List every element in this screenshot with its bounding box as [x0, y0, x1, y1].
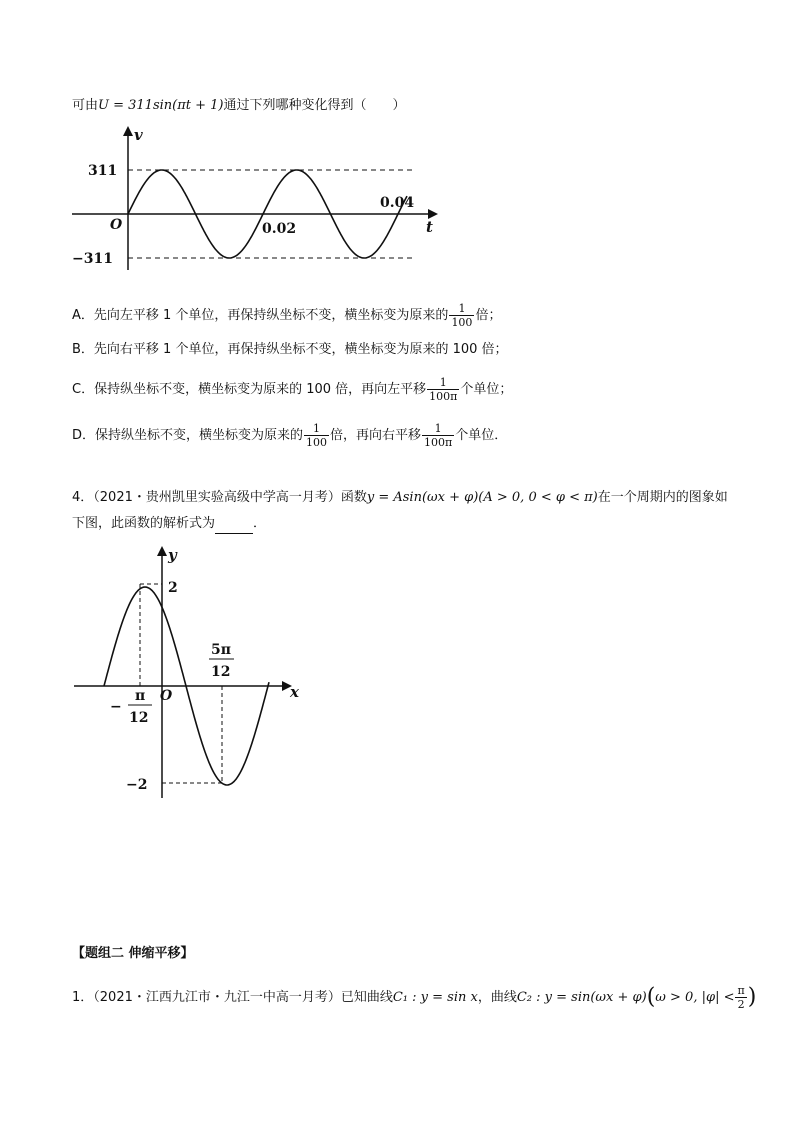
q4-line2: [72, 514, 266, 534]
fig2-min-label: −2: [126, 777, 148, 793]
fig1-y-label: v: [134, 126, 143, 144]
fig1-y-arrow: [123, 126, 133, 136]
option-c-text: C．保持纵坐标不变，横坐标变为原来的 100 倍，再向左平移: [72, 382, 427, 397]
intro-prefix: 可由: [72, 98, 99, 113]
fig2-x-label: x: [290, 683, 299, 701]
fig2-left-tick-sign: −: [110, 699, 122, 715]
option-b-text: B．先向右平移 1 个单位，再保持纵坐标不变，横坐标变为原来的 100 倍；: [72, 342, 508, 357]
option-d-end: 个单位．: [455, 428, 508, 443]
group2-heading: 【题组二 伸缩平移】: [72, 946, 194, 961]
q4-line2-end: ．: [253, 516, 267, 531]
intro-suffix: 通过下列哪种变化得到（ ）: [223, 98, 406, 113]
option-c-fraction: [427, 376, 459, 403]
fig2-left-tick-den: 12: [129, 710, 149, 726]
option-d-num1: 1: [304, 422, 329, 436]
fig2-left-tick-num: π: [135, 688, 146, 704]
group2-q1-mid: ，曲线: [477, 990, 517, 1005]
group2-q1-fraction: [735, 984, 746, 1011]
fig2-right-tick-num: 5π: [211, 642, 231, 658]
fig1-tick-label-1: 0.02: [262, 221, 297, 237]
group2-q1-rparen: ): [747, 984, 757, 1010]
fig1-max-label: 311: [88, 163, 118, 179]
q4-line2-text: 下图，此函数的解析式为: [72, 516, 216, 531]
option-b: [72, 340, 508, 360]
group2-q1: [72, 984, 756, 1011]
fig1-x-label: t: [426, 218, 433, 236]
sine-wave-figure: [60, 120, 460, 280]
option-d-den1: 100: [306, 436, 328, 449]
group2-q1-den: 2: [737, 998, 745, 1011]
q4-line1: [72, 488, 728, 508]
question-intro: [72, 96, 406, 116]
answer-blank[interactable]: [215, 519, 253, 534]
option-d-text1: D．保持纵坐标不变，横坐标变为原来的: [72, 428, 304, 443]
option-c-num: 1: [427, 376, 459, 390]
fig2-y-arrow: [157, 546, 167, 556]
intro-formula: U = 311sin(πt + 1): [98, 98, 224, 113]
option-d-fraction1: [304, 422, 329, 449]
group2-q1-prefix: 1．（2021・江西九江市・九江一中高一月考）已知曲线: [72, 990, 393, 1005]
option-d-den2: 100π: [424, 436, 453, 449]
fig1-origin-label: O: [110, 217, 123, 233]
option-a-end: 倍；: [475, 308, 502, 323]
group2-q1-cond: ω > 0, |φ| <: [655, 990, 735, 1005]
option-a-num: 1: [449, 302, 474, 316]
fig2-y-label: y: [168, 546, 177, 564]
option-a-text: A．先向左平移 1 个单位，再保持纵坐标不变，横坐标变为原来的: [72, 308, 449, 323]
option-a: [72, 302, 501, 329]
fig1-tick-label-2: 0.04: [380, 195, 415, 211]
option-a-fraction: [449, 302, 474, 329]
option-a-den: 100: [451, 316, 473, 329]
option-c-end: 个单位；: [460, 382, 513, 397]
fig2-right-tick-den: 12: [211, 664, 231, 680]
fig2-origin-label: O: [160, 688, 173, 704]
q4-formula: y = Asin(ωx + φ)(A > 0, 0 < φ < π): [366, 490, 598, 505]
option-d-text2: 倍，再向右平移: [330, 428, 422, 443]
group2-q1-c1: C₁ : y = sin x: [392, 990, 478, 1005]
q4-suffix: 在一个周期内的图象如: [597, 490, 728, 505]
sinusoid-figure: [68, 540, 328, 800]
q4-prefix: 4．（2021・贵州凯里实验高级中学高一月考）函数: [72, 490, 367, 505]
option-c: [72, 376, 512, 403]
group2-q1-c2: C₂ : y = sin(ωx + φ): [516, 990, 647, 1005]
option-d-num2: 1: [422, 422, 454, 436]
option-c-den: 100π: [429, 390, 458, 403]
option-d: [72, 422, 507, 449]
group2-q1-lparen: (: [646, 984, 656, 1010]
fig1-min-label: −311: [72, 251, 113, 267]
fig2-max-label: 2: [168, 580, 178, 596]
option-d-fraction2: [422, 422, 454, 449]
group2-q1-num: π: [737, 984, 745, 997]
